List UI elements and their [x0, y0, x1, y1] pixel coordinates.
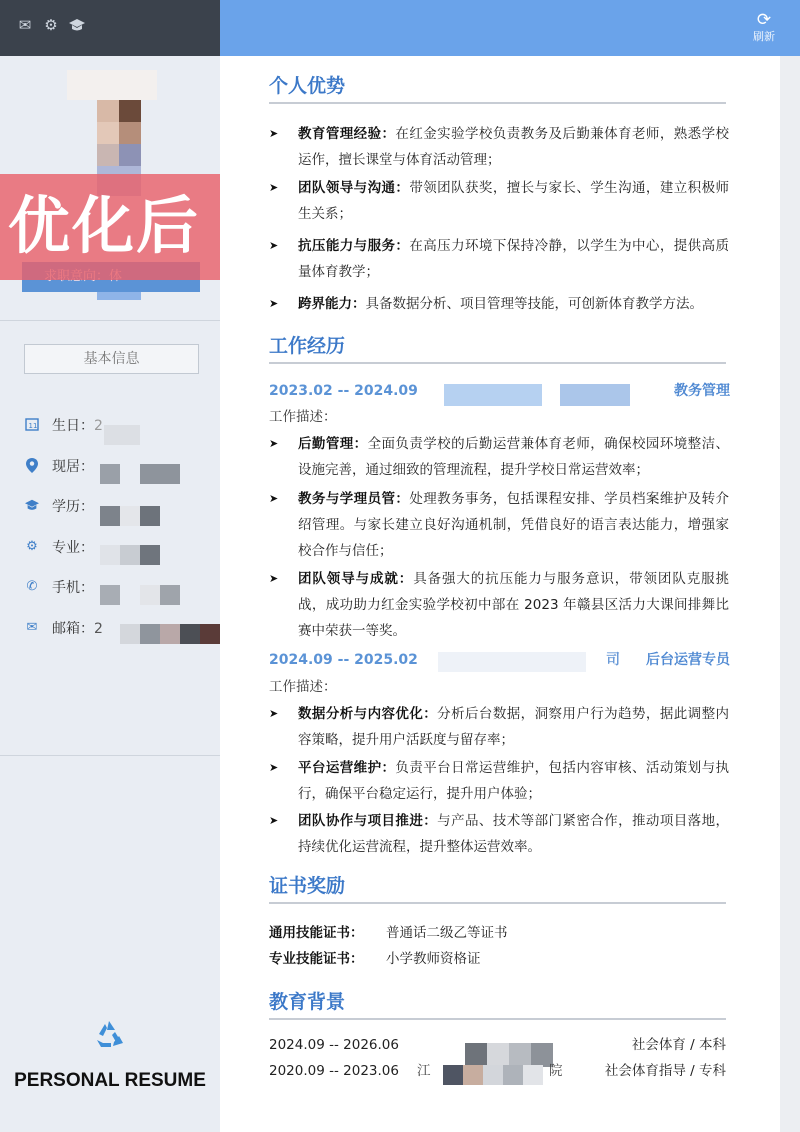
- envelope-icon[interactable]: ✉: [18, 16, 32, 34]
- edu-major: 社会体育 / 本科: [631, 1037, 726, 1053]
- info-label: 邮箱：: [52, 621, 94, 637]
- list-item: ➤ 团队协作与项目推进：与产品、技术等部门紧密合作，推动项目落地，持续优化运营流程，提升整体运营效率。: [269, 808, 729, 860]
- list-item: ➤ 教务与学理员管：处理教务事务，包括课程安排、学员档案维护及转介绍管理。与家长建立良好沟通机制，凭借良好的语言表达能力，增强家校合作与信任；: [269, 486, 729, 564]
- section-divider: [269, 362, 726, 364]
- section-title-advantages: 个人优势: [269, 75, 346, 97]
- redacted-company: [438, 652, 586, 672]
- bullet-arrow-icon: ➤: [269, 761, 279, 774]
- list-item: ➤ 团队领导与成就：具备强大的抗压能力与服务意识，带领团队克服挑战，成功助力红金实验学校初中部在 2023 年赣县区活力大课间排舞比赛中荣获一等奖。: [269, 566, 729, 644]
- gear-icon[interactable]: ⚙: [44, 16, 58, 34]
- list-item: ➤ 平台运营维护：负责平台日常运营维护，包括内容审核、活动策划与执行，确保平台稳定运行，提升用户体验；: [269, 755, 729, 807]
- personal-resume-title: PERSONAL RESUME: [14, 1070, 206, 1091]
- work-desc-label: 工作描述：: [269, 409, 337, 425]
- bullet-arrow-icon: ➤: [269, 707, 279, 720]
- list-item: ➤ 抗压能力与服务：在高压力环境下保持冷静，以学生为中心，提供高质量体育教学；: [269, 233, 729, 285]
- education-row: [269, 1061, 726, 1081]
- recycle-icon: [93, 1018, 125, 1050]
- info-label: 专业：: [52, 540, 94, 556]
- info-label: 生日：: [52, 418, 94, 434]
- badge-text: 优化后: [8, 189, 201, 262]
- phone-icon: ✆: [26, 579, 38, 594]
- section-title-work: 工作经历: [269, 335, 346, 357]
- cert-value: 小学教师资格证: [386, 951, 481, 967]
- section-title-education: 教育背景: [269, 991, 346, 1013]
- envelope-icon: ✉: [26, 620, 38, 635]
- bullet-arrow-icon: ➤: [269, 572, 279, 585]
- job-role: 后台运营专员: [646, 652, 730, 668]
- info-label: 手机：: [52, 580, 94, 596]
- refresh-icon: ⟳: [756, 10, 772, 30]
- bullet-arrow-icon: ➤: [269, 239, 279, 252]
- list-item: ➤ 团队领导与沟通：带领团队获奖，擅长与家长、学生沟通，建立积极师生关系；: [269, 175, 729, 227]
- edu-major: 社会体育指导 / 专科: [604, 1063, 726, 1079]
- gear-icon: ⚙: [26, 539, 38, 554]
- list-item: ➤ 教育管理经验：在红金实验学校负责教务及后勤兼体育老师，熟悉学校运作，擅长课堂与体育活动管理；: [269, 121, 729, 173]
- section-title-certs: 证书奖励: [269, 875, 346, 897]
- list-item: ➤ 跨界能力：具备数据分析、项目管理等技能，可创新体育教学方法。: [269, 291, 729, 317]
- refresh-button[interactable]: [744, 10, 784, 44]
- bullet-arrow-icon: ➤: [269, 297, 279, 310]
- sidebar-top-bar: [0, 0, 220, 56]
- bullet-arrow-icon: ➤: [269, 181, 279, 194]
- info-label: 学历：: [52, 499, 94, 515]
- list-item: ➤ 数据分析与内容优化：分析后台数据，洞察用户行为趋势，据此调整内容策略，提升用户活跃度与留存率；: [269, 701, 729, 753]
- edu-school-fragment: 院: [549, 1063, 563, 1079]
- section-divider: [269, 902, 726, 904]
- edu-date: 2020.09 -- 2023.06: [269, 1063, 399, 1079]
- cert-value: 普通话二级乙等证书: [386, 925, 508, 941]
- edu-school-fragment: 江: [417, 1063, 431, 1079]
- edu-date: 2024.09 -- 2026.06: [269, 1037, 399, 1053]
- info-label: 现居：: [52, 459, 94, 475]
- redacted-company: [444, 384, 542, 406]
- section-divider: [269, 1018, 726, 1020]
- calendar-icon: [24, 417, 40, 433]
- graduation-cap-icon: [24, 498, 40, 514]
- sidebar-divider: [0, 755, 220, 756]
- bullet-arrow-icon: ➤: [269, 492, 279, 505]
- bullet-arrow-icon: ➤: [269, 437, 279, 450]
- optimized-badge: [0, 174, 248, 280]
- cert-key: 专业技能证书：: [269, 951, 364, 967]
- main-top-bar: [220, 0, 800, 56]
- location-pin-icon: [24, 458, 40, 474]
- basic-info-button[interactable]: 基本信息: [24, 344, 199, 374]
- svg-text:11: 11: [28, 422, 38, 430]
- redacted-company: [560, 384, 630, 406]
- job-date: 2024.09 -- 2025.02: [269, 652, 418, 668]
- graduation-cap-icon[interactable]: [68, 16, 86, 34]
- right-gutter: [780, 56, 800, 1132]
- section-divider: [269, 102, 726, 104]
- bullet-arrow-icon: ➤: [269, 127, 279, 140]
- company-fragment: 司: [606, 652, 620, 668]
- list-item: ➤ 后勤管理：全面负责学校的后勤运营兼体育老师，确保校园环境整洁、设施完善，通过细致的管理流程，提升学校日常运营效率；: [269, 431, 729, 483]
- job-role: 教务管理: [674, 383, 730, 399]
- work-desc-label: 工作描述：: [269, 679, 337, 695]
- cert-key: 通用技能证书：: [269, 925, 364, 941]
- education-row: [269, 1035, 726, 1055]
- sidebar-divider: [0, 320, 220, 321]
- job-date: 2023.02 -- 2024.09: [269, 383, 418, 399]
- refresh-label: 刷新: [753, 30, 775, 43]
- bullet-arrow-icon: ➤: [269, 814, 279, 827]
